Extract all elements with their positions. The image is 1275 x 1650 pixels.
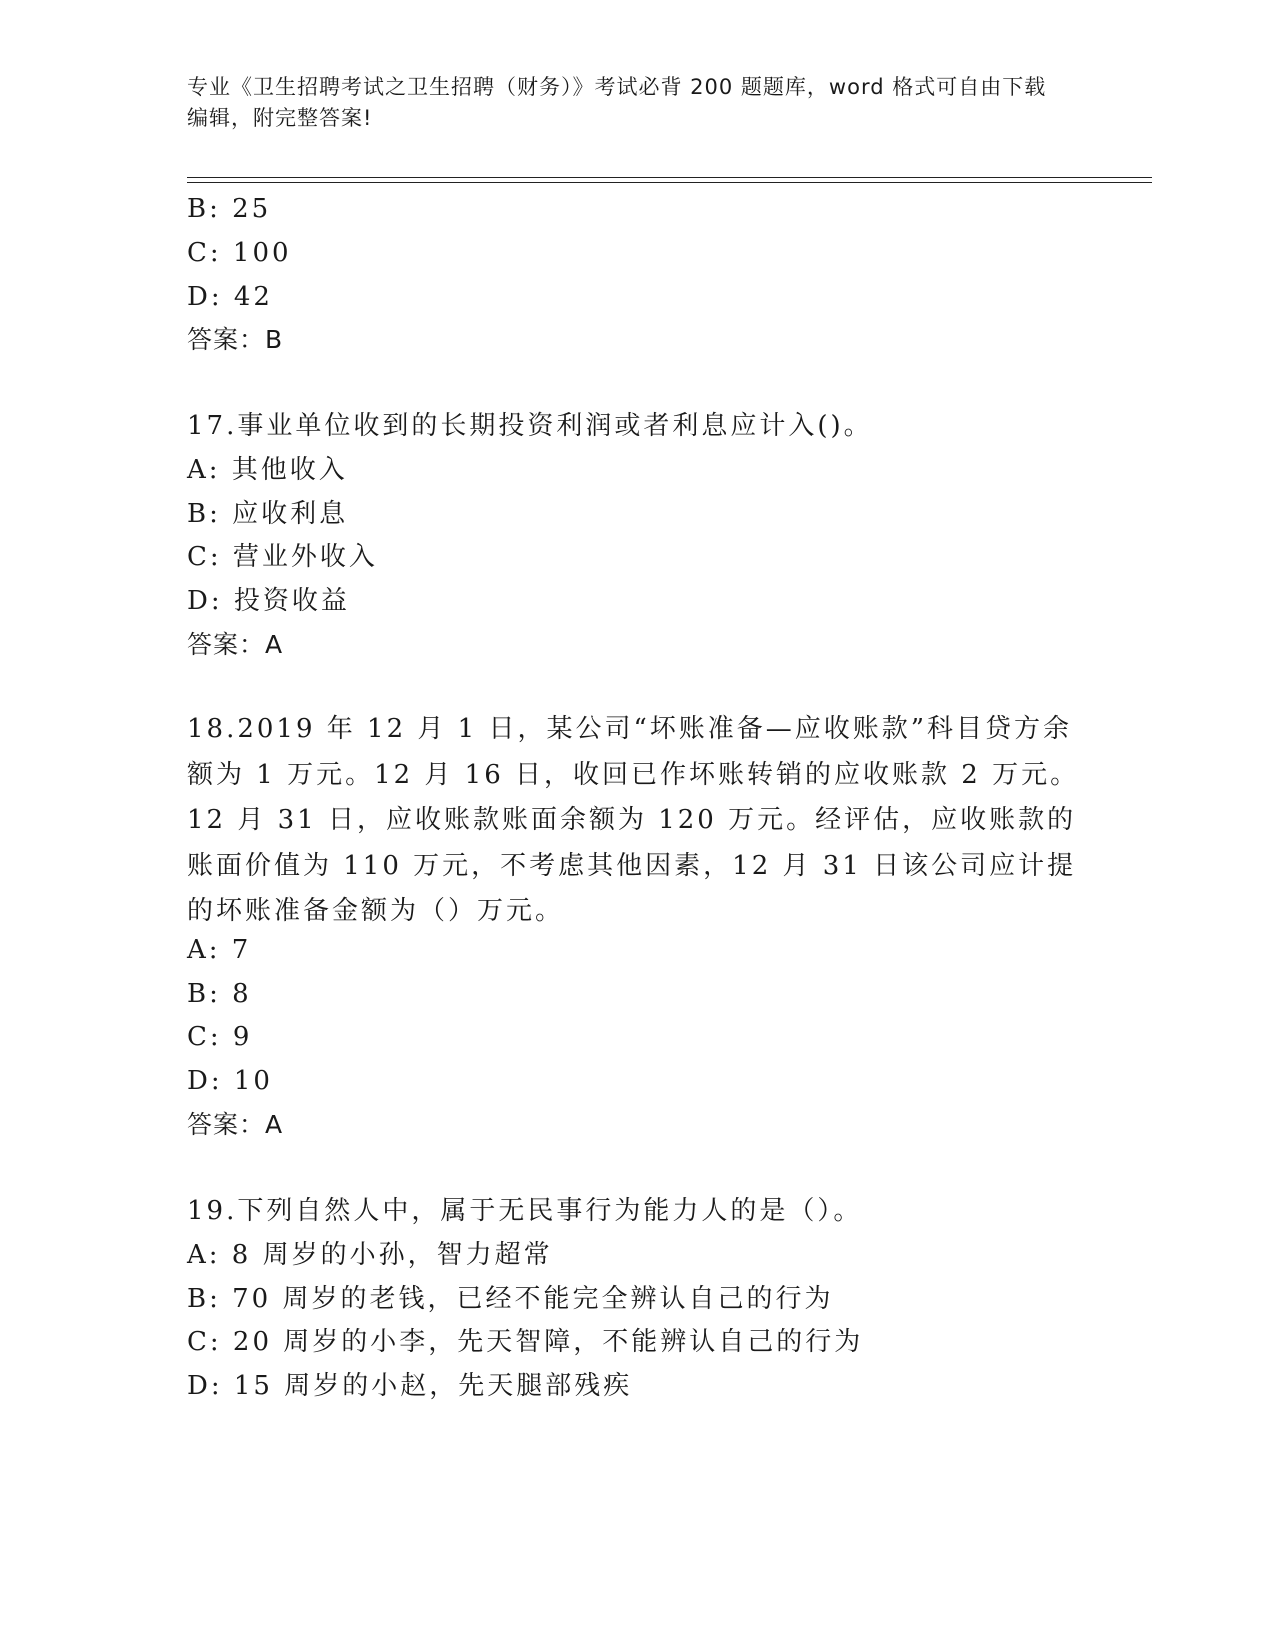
question-17-text: 17.事业单位收到的长期投资利润或者利息应计入()。: [187, 411, 873, 441]
question-19-text: 19.下列自然人中，属于无民事行为能力人的是（）。: [187, 1196, 863, 1226]
question-18-option-b: B: 8: [187, 979, 252, 1009]
header-rule-top: [187, 177, 1152, 178]
document-header: 专业《卫生招聘考试之卫生招聘（财务）》考试必背 200 题题库，word 格式可自由下载编辑，附完整答案!: [187, 75, 1047, 130]
question-18-text: 18.2019 年 12 月 1 日，某公司“坏账准备—应收账款”科目贷方余额为 1 万元。12 月 16 日，收回已作坏账转销的应收账款 2 万元。12 月 31 日，应收账款账面余额为 120 万元。经评估，应收账款的账面价值为 110 万元，不考虑其他因素，12 月 31 日该公司应计提的坏账准备金额为（）万元。: [187, 714, 1080, 927]
question-19-option-c: C: 20 周岁的小李，先天智障，不能辨认自己的行为: [187, 1327, 864, 1357]
option-d: D: 42: [187, 282, 273, 312]
option-c: C: 100: [187, 238, 292, 268]
question-17-option-a: A: 其他收入: [187, 455, 348, 485]
answer-line: 答案：B: [187, 325, 284, 354]
question-19-option-b: B: 70 周岁的老钱，已经不能完全辨认自己的行为: [187, 1284, 834, 1314]
header-rule-bottom: [187, 182, 1152, 183]
question-19-option-a: A: 8 周岁的小孙，智力超常: [187, 1240, 553, 1270]
question-18-option-d: D: 10: [187, 1066, 273, 1096]
question-18-answer: 答案：A: [187, 1110, 284, 1139]
question-17-option-b: B: 应收利息: [187, 499, 349, 529]
question-19-option-d: D: 15 周岁的小赵，先天腿部残疾: [187, 1371, 633, 1401]
question-17-option-c: C: 营业外收入: [187, 542, 378, 572]
question-17-answer: 答案：A: [187, 630, 284, 659]
question-18-option-c: C: 9: [187, 1022, 253, 1052]
option-b: B: 25: [187, 194, 272, 224]
question-18-option-a: A: 7: [187, 935, 252, 965]
question-17-option-d: D: 投资收益: [187, 586, 350, 616]
